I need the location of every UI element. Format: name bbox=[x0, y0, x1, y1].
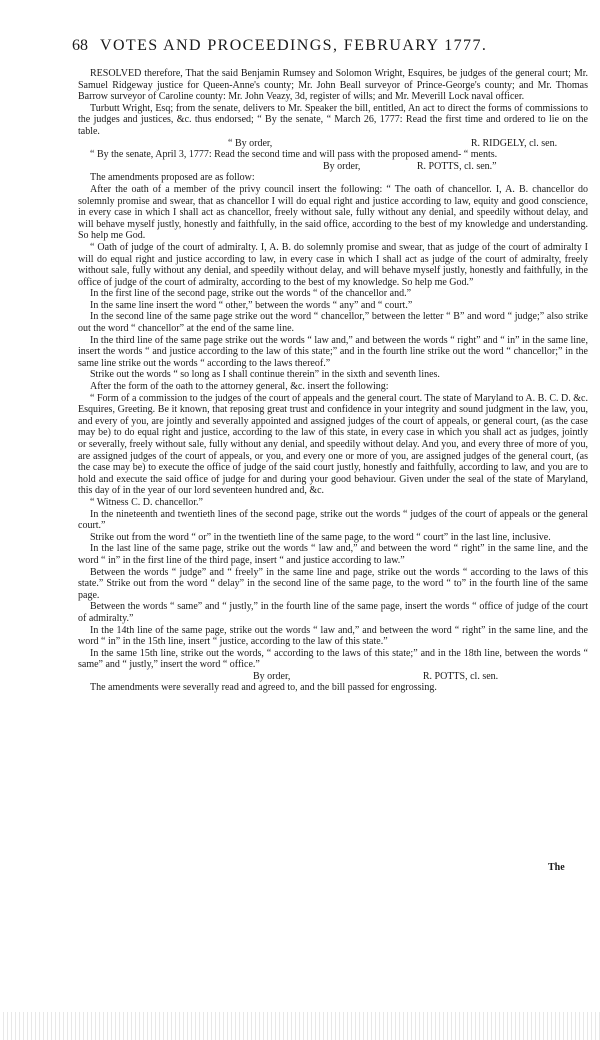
paragraph-resolved: RESOLVED therefore, That the said Benjamin Rumsey and Solomon Wright, Esquires, be judges of the general court; Mr. Samuel Ridgeway justice for Queen-Anne's county; Mr. John Beall surveyor of Prince-George's county; and Mr. Thomas Barrow surveyor of Caroline county: Mr. John Veazy, 3d, register of wills; and Mr. Meverill Lock naval officer. bbox=[78, 68, 588, 103]
page-edge-scan-artifact bbox=[0, 1012, 600, 1040]
catchword: The bbox=[548, 862, 565, 873]
paragraph-amendment-8: Strike out from the word “ or” in the twentieth line of the same page, to the word “ court” in the last line, inclusive. bbox=[90, 531, 551, 543]
by-order-label: By order, bbox=[323, 160, 361, 172]
page-body bbox=[78, 68, 588, 694]
paragraph-amendment-1: In the first line of the second page, strike out the words “ of the chancellor and.” bbox=[90, 288, 412, 300]
by-order-label: By order, bbox=[253, 670, 291, 682]
signature-line-ridgely bbox=[78, 138, 588, 150]
paragraph-amendment-6: After the form of the oath to the attorney general, &c. insert the following: bbox=[90, 381, 389, 393]
paragraph-amendment-11: Between the words “ same” and “ justly,” in the fourth line of the same page, insert the words “ office of judge of the court of admiralty.” bbox=[78, 601, 588, 624]
signature-line-potts-1 bbox=[78, 161, 588, 173]
signature-line-potts-2 bbox=[78, 671, 588, 683]
paragraph-passed: The amendments were severally read and agreed to, and the bill passed for engrossing. bbox=[90, 682, 437, 694]
signature-name: R. POTTS, cl. sen. bbox=[422, 670, 499, 682]
paragraph-amendment-2: In the same line insert the word “ other,” between the words “ any” and “ court.” bbox=[90, 299, 413, 311]
paragraph-commission-form: “ Form of a commission to the judges of the court of appeals and the general court. The state of Maryland to A. B. C. D. &c. Esquires, Greeting. Be it known, that reposing great trust and confidence in your integrity and sound judgment in the law, you, and every of you, are jointly and severally appointed and assigned judges of the court of appeals, or general court, (as the case may be) to do equal right and justice, according to the law of this state, in every case in which you shall act as judges, jointly or severally, freely without sale, fully without any denial, and speedily without delay. And you, and every three of more of you, are assigned judges of the court of appeals, or you, and every one or more of you, are assigned judges of the general court, (as the case may be) to execute the office of judge of the said court justly, honestly and faithfully, according to law, and you are to hold and execute the said office of judge for and during your good behaviour. Given under the seal of the state of Maryland, this day of in the year of our lord seventeen hundred and, &c. bbox=[78, 392, 588, 497]
paragraph-witness: “ Witness C. D. chancellor.” bbox=[90, 496, 203, 508]
paragraph-senate-bill: Turbutt Wright, Esq; from the senate, delivers to Mr. Speaker the bill, entitled, An act to direct the forms of commissions to the judges and justices, &c. thus endorsed; “ By the senate, “ March 26, 1777: Read the first time and ordered to lie on the table. bbox=[78, 102, 588, 137]
paragraph-amendment-7: In the nineteenth and twentieth lines of the second page, strike out the words “ judges of the court of appeals or the general court.” bbox=[78, 508, 588, 532]
paragraph-admiralty-oath: “ Oath of judge of the court of admiralty. I, A. B. do solemnly promise and swear, that as judge of the court of admiralty I will do equal right and justice according to law, in every case in which I shall act as judge of the court of admiralty, freely without sale, fully without any denial, and speedily without delay, and will behave myself justly, honestly and faithfully, in the office of judge of the court of admiralty, according to the best of my knowledge. So help me God.” bbox=[78, 241, 588, 288]
page-header bbox=[72, 36, 572, 56]
page-title: VOTES AND PROCEEDINGS, FEBRUARY 1777. bbox=[100, 37, 488, 54]
by-order-label: “ By order, bbox=[228, 137, 273, 149]
paragraph-amendment-12: In the 14th line of the same page, strike out the words “ law and,” and between the word “ right” in the same line, and the word “ in” in the 15th line, insert “ justice, according to the law of this state.” bbox=[78, 624, 588, 648]
paragraph-amendment-5: Strike out the words “ so long as I shall continue therein” in the sixth and seventh lines. bbox=[90, 369, 440, 381]
paragraph-amendment-9: In the last line of the same page, strike out the words “ law and,” and between the word “ right” in the same line, and the word “ in” in the first line of the third page, insert “ and justice according to law.” bbox=[78, 543, 588, 566]
paragraph-chancellor-oath: After the oath of a member of the privy council insert the following: “ The oath of chancellor. I, A. B. chancellor do solemnly promise and swear, that as chancellor I will do equal right and justice according to law, equity and good conscience, in every case in which I shall act as chancellor, freely without sale, fully without any denial, and speedily without delay, and will behave myself justly, honestly and faithfully, in the said office, according to the best of my knowledge and understanding. So help me God. bbox=[78, 183, 588, 242]
paragraph-amendments-intro: The amendments proposed are as follow: bbox=[90, 172, 255, 184]
paragraph-amendment-13: In the same 15th line, strike out the words, “ according to the laws of this state;” and in the 18th line, between the words “ same” and “ justly,” insert the word “ office.” bbox=[78, 647, 588, 671]
paragraph-amendment-3: In the second line of the same page strike out the word “ chancellor,” between the letter “ B” and word “ judge;” also strike out the word “ chancellor” at the end of the same line. bbox=[78, 311, 588, 335]
paragraph-second-reading: “ By the senate, April 3, 1777: Read the second time and will pass with the proposed amend- “ ments. bbox=[90, 149, 498, 161]
paragraph-amendment-4: In the third line of the same page strike out the words “ law and,” and between the words “ right” and “ in” in the same line, insert the words “ and justice according to the law of this state;” and in the fourth line strike out the word “ chancellor;” in the same line strike out the words “ according to the laws thereof.” bbox=[78, 334, 588, 369]
paragraph-amendment-10: Between the words “ judge” and “ freely” in the same line and page, strike out the words “ according to the laws of this state.” Strike out from the word “ delay” in the second line of the same page, to the word “ to” in the fourth line of the same page. bbox=[78, 566, 588, 601]
signature-name: R. POTTS, cl. sen.” bbox=[416, 160, 497, 172]
page-number: 68 bbox=[72, 37, 88, 54]
signature-name: R. RIDGELY, cl. sen. bbox=[470, 137, 558, 149]
